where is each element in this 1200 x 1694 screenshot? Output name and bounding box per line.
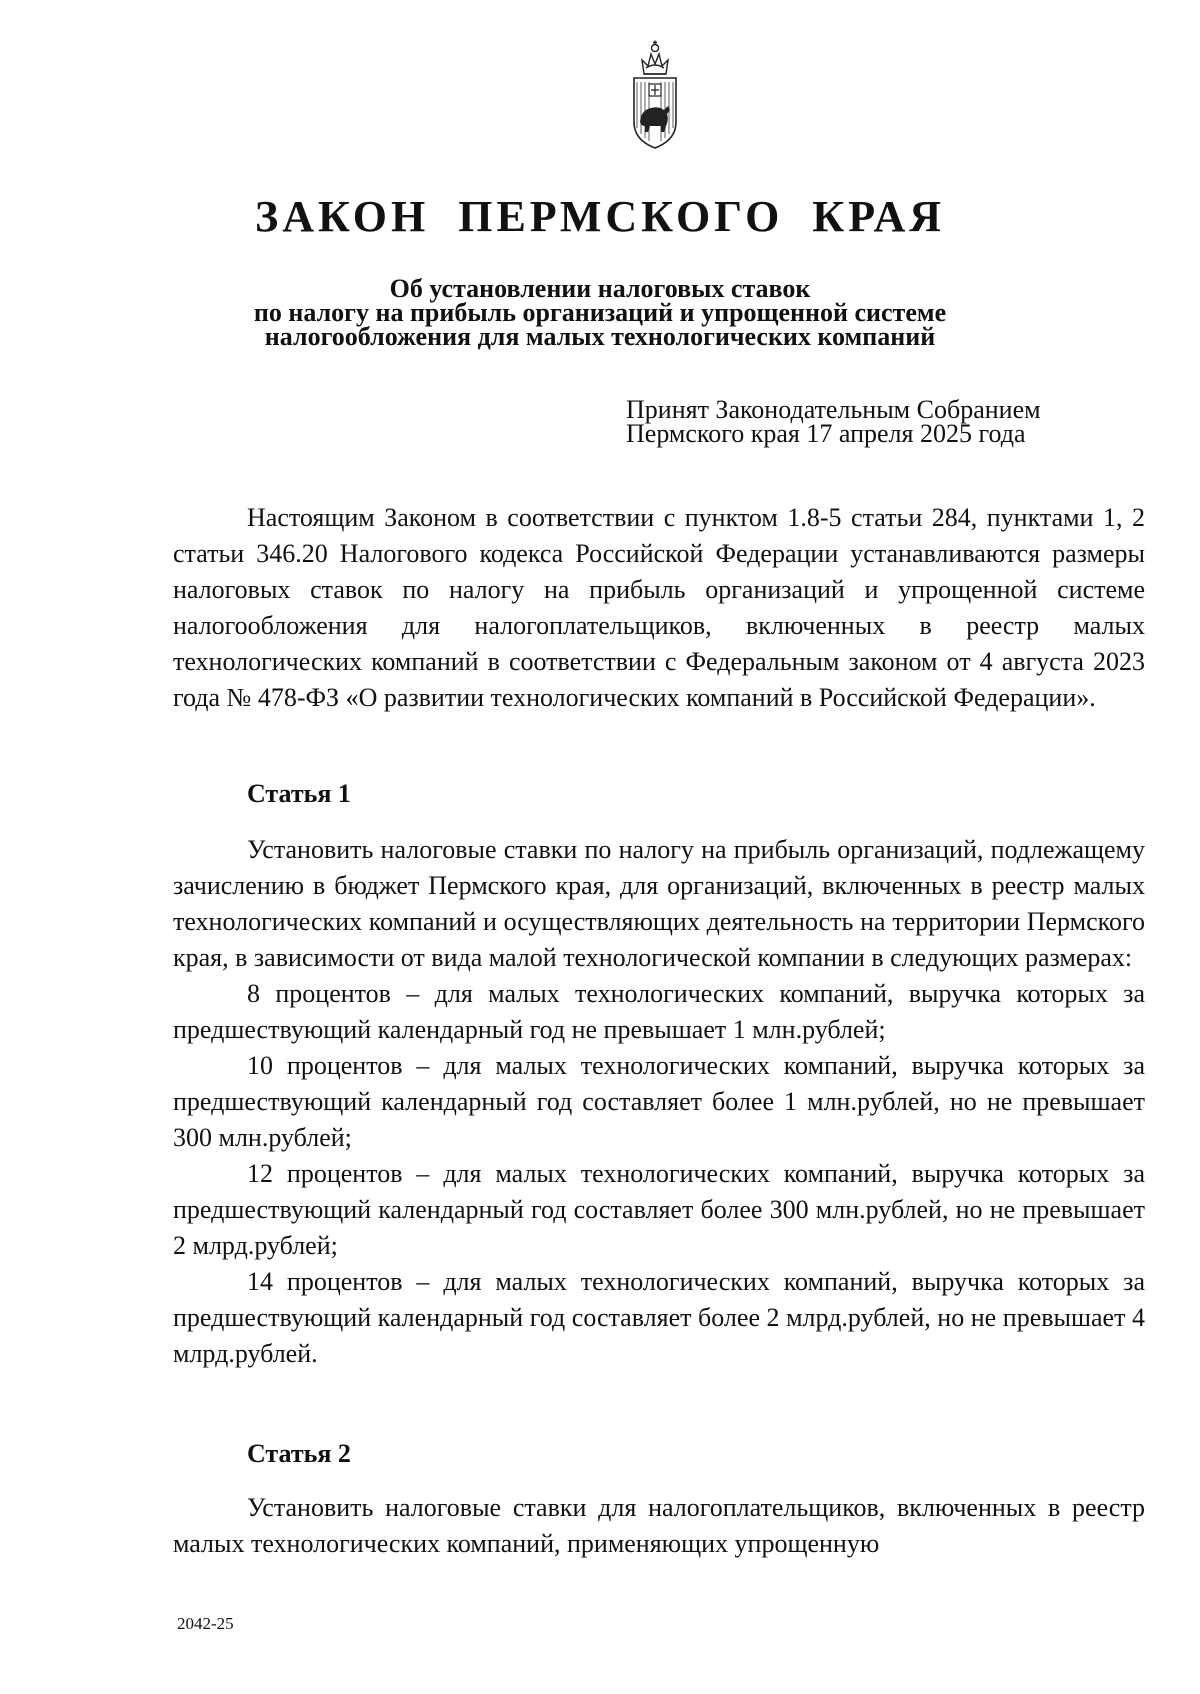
- perm-krai-coat-of-arms-icon: [626, 40, 684, 152]
- article-1-heading: Статья 1: [247, 779, 351, 808]
- subtitle-line: по налогу на прибыль организаций и упрощенной системе: [253, 298, 947, 327]
- article-1-intro: Установить налоговые ставки по налогу на прибыль организаций, подлежащему зачислению в бюджет Пермского края, для организаций, включенных в реестр малых технологических компаний и осуществляющих деятельность на территории Пермского края, в зависимости от вида малой технологической компании в следующих размерах:: [173, 835, 1145, 972]
- subtitle-line: налогообложения для малых технологических компаний: [264, 322, 936, 351]
- adoption-line: Принят Законодательным Собранием: [626, 395, 1041, 424]
- law-subtitle: [200, 274, 1000, 351]
- subtitle-line: Об установлении налоговых ставок: [389, 274, 811, 303]
- article-2-body: [173, 1490, 1145, 1562]
- article-2-intro: Установить налоговые ставки для налогоплательщиков, включенных в реестр малых технологических компаний, применяющих упрощенную: [173, 1493, 1145, 1558]
- article-1-body: [173, 832, 1145, 1372]
- article-1-item: 8 процентов – для малых технологических компаний, выручка которых за предшествующий календарный год не превышает 1 млн.рублей;: [173, 979, 1145, 1044]
- article-1-item: 12 процентов – для малых технологических компаний, выручка которых за предшествующий календарный год составляет более 300 млн.рублей, но не превышает 2 млрд.рублей;: [173, 1159, 1145, 1260]
- adoption-note: [626, 395, 1106, 448]
- document-code: 2042-25: [177, 1614, 234, 1633]
- preamble-paragraph: Настоящим Законом в соответствии с пунктом 1.8-5 статьи 284, пунктами 1, 2 статьи 346.20 Налогового кодекса Российской Федерации устанавливаются размеры налоговых ставок по налогу на прибыль организаций и упрощенной системе налогообложения для налогоплательщиков, включенных в реестр малых технологических компаний в соответствии с Федеральным законом от 4 августа 2023 года № 478-ФЗ «О развитии технологических компаний в Российской Федерации».: [173, 503, 1145, 712]
- article-1-item: 14 процентов – для малых технологических компаний, выручка которых за предшествующий календарный год составляет более 2 млрд.рублей, но не превышает 4 млрд.рублей.: [173, 1267, 1145, 1368]
- article-2-heading: Статья 2: [247, 1439, 351, 1468]
- law-title: ЗАКОН ПЕРМСКОГО КРАЯ: [254, 192, 946, 241]
- preamble: [173, 500, 1145, 716]
- article-1-item: 10 процентов – для малых технологических компаний, выручка которых за предшествующий календарный год составляет более 1 млн.рублей, но не превышает 300 млн.рублей;: [173, 1051, 1145, 1152]
- adoption-line: Пермского края 17 апреля 2025 года: [626, 419, 1026, 448]
